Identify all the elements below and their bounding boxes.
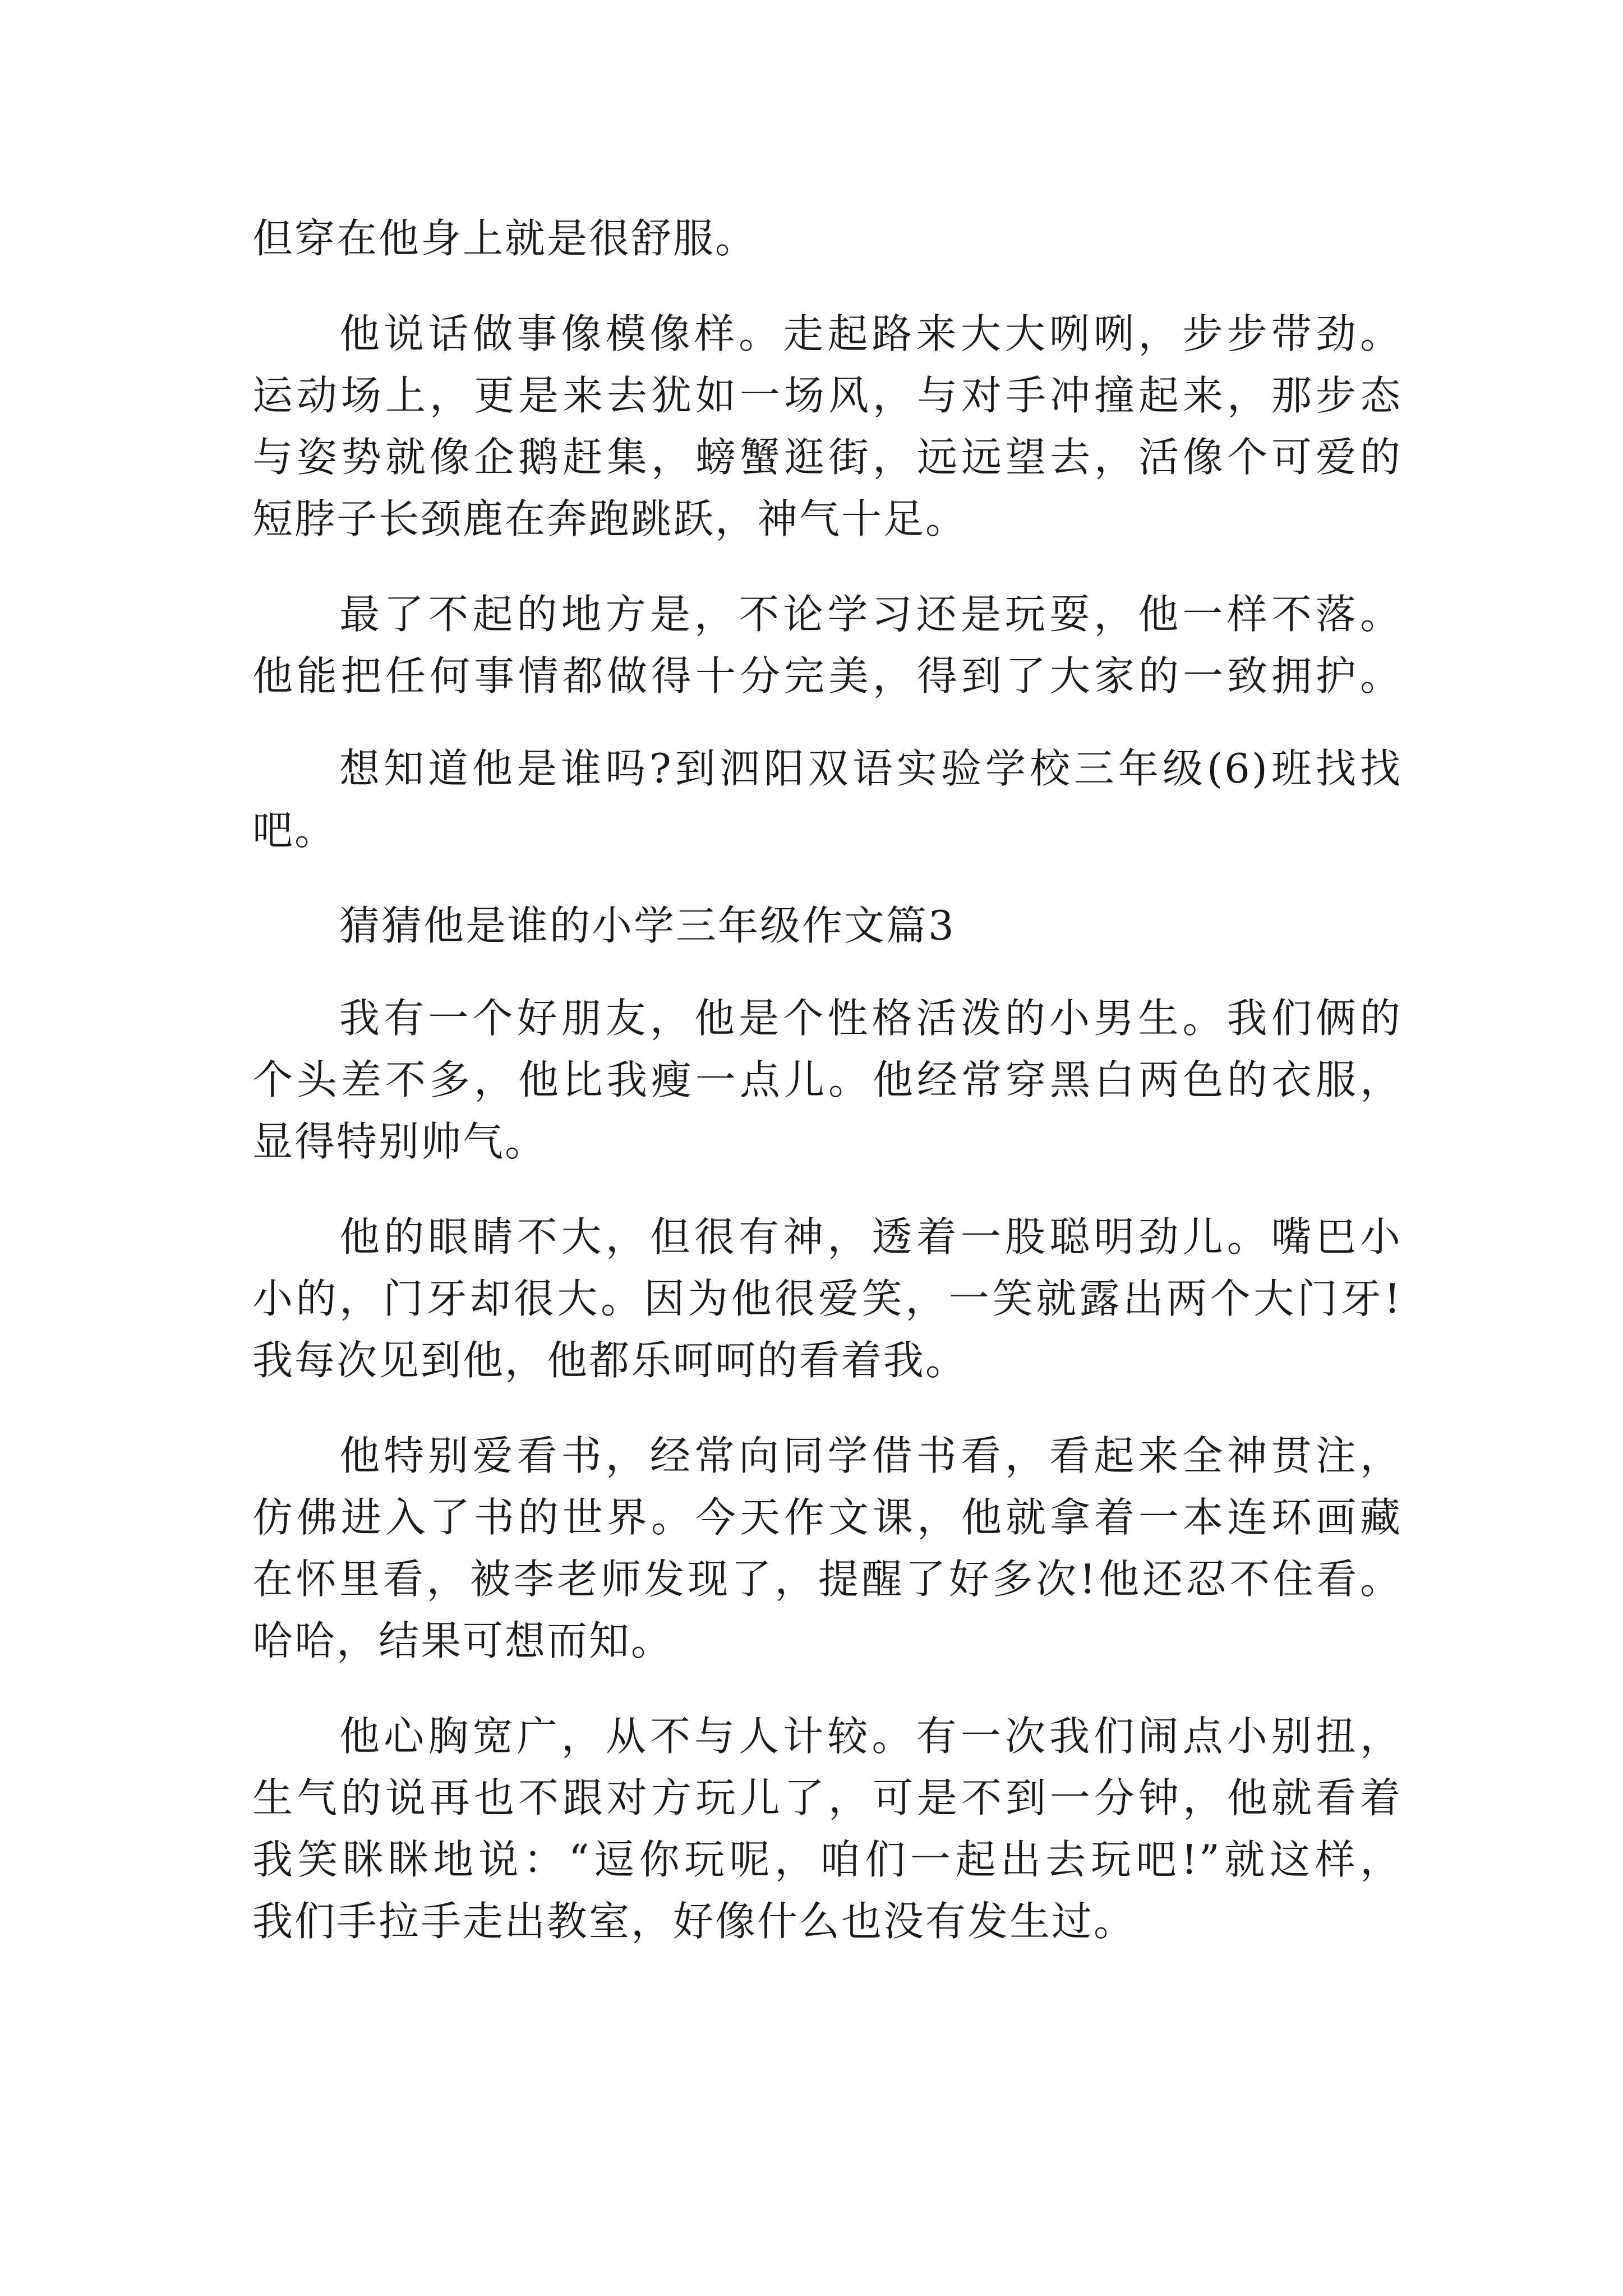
paragraph-first-line: 他特别爱看书，经常向同学借书看，看起来全神贯注，	[339, 1432, 1402, 1479]
text-line: 我笑眯眯地说：“逗你玩呢，咱们一起出去玩吧!”就这样，	[252, 1836, 1402, 1883]
text-line: 我每次见到他，他都乐呵呵的看着我。	[252, 1337, 968, 1384]
text-line: 哈哈，结果可想而知。	[252, 1617, 674, 1664]
paragraph-first-line: 想知道他是谁吗?到泗阳双语实验学校三年级(6)班找找	[339, 745, 1402, 792]
section-heading: 猜猜他是谁的小学三年级作文篇3	[339, 902, 956, 949]
text-line: 但穿在他身上就是很舒服。	[252, 215, 758, 262]
text-line: 显得特别帅气。	[252, 1118, 547, 1165]
text-line: 生气的说再也不跟对方玩儿了，可是不到一分钟，他就看着	[252, 1774, 1402, 1821]
text-line: 短脖子长颈鹿在奔跑跳跃，神气十足。	[252, 495, 968, 542]
text-line: 与姿势就像企鹅赶集，螃蟹逛街，远远望去，活像个可爱的	[252, 434, 1402, 481]
text-line: 吧。	[252, 807, 337, 854]
text-line: 仿佛进入了书的世界。今天作文课，他就拿着一本连环画藏	[252, 1494, 1402, 1541]
paragraph-first-line: 他的眼睛不大，但很有神，透着一股聪明劲儿。嘴巴小	[339, 1213, 1402, 1260]
text-line: 在怀里看，被李老师发现了，提醒了好多次!他还忍不住看。	[252, 1556, 1402, 1603]
paragraph-first-line: 他说话做事像模像样。走起路来大大咧咧，步步带劲。	[339, 310, 1402, 357]
paragraph-first-line: 我有一个好朋友，他是个性格活泼的小男生。我们俩的	[339, 995, 1402, 1042]
text-line: 我们手拉手走出教室，好像什么也没有发生过。	[252, 1898, 1136, 1945]
paragraph-first-line: 他心胸宽广，从不与人计较。有一次我们闹点小别扭，	[339, 1713, 1402, 1760]
text-line: 小的，门牙却很大。因为他很爱笑，一笑就露出两个大门牙!	[252, 1275, 1402, 1322]
text-line: 他能把任何事情都做得十分完美，得到了大家的一致拥护。	[252, 652, 1402, 700]
paragraph-first-line: 最了不起的地方是，不论学习还是玩耍，他一样不落。	[339, 591, 1402, 638]
text-line: 运动场上，更是来去犹如一场风，与对手冲撞起来，那步态	[252, 372, 1402, 419]
text-line: 个头差不多，他比我瘦一点儿。他经常穿黑白两色的衣服，	[252, 1056, 1402, 1103]
